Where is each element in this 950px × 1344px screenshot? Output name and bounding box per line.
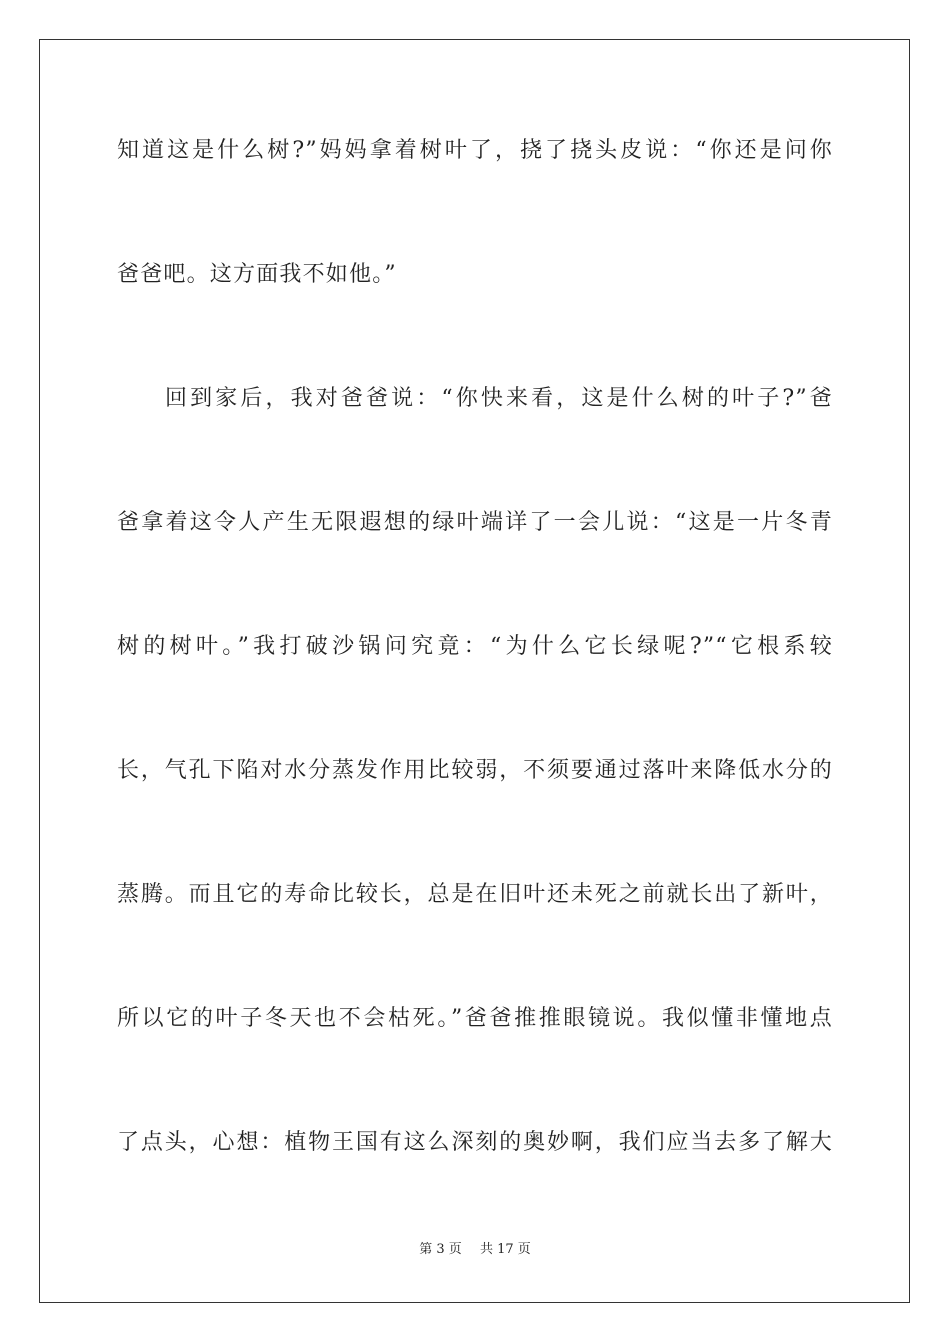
page-border bbox=[39, 39, 910, 1303]
body-text-line-5: 树的树叶。”我打破沙锅问究竟：“为什么它长绿呢?”“它根系较 bbox=[117, 634, 833, 659]
page-number-footer bbox=[0, 1241, 950, 1259]
body-text-line-2: 爸爸吧。这方面我不如他。” bbox=[117, 262, 397, 287]
total-pages-label: 共 17 页 bbox=[479, 1242, 531, 1257]
current-page-label: 第 3 页 bbox=[419, 1242, 462, 1257]
body-text-line-1: 知道这是什么树?”妈妈拿着树叶了，挠了挠头皮说：“你还是问你 bbox=[117, 138, 833, 163]
body-text-line-8: 所以它的叶子冬天也不会枯死。”爸爸推推眼镜说。我似懂非懂地点 bbox=[117, 1006, 833, 1031]
body-text-line-4: 爸拿着这令人产生无限遐想的绿叶端详了一会儿说：“这是一片冬青 bbox=[117, 510, 833, 535]
body-text-line-7: 蒸腾。而且它的寿命比较长，总是在旧叶还未死之前就长出了新叶， bbox=[117, 882, 833, 907]
body-text-line-9: 了点头，心想：植物王国有这么深刻的奥妙啊，我们应当去多了解大 bbox=[117, 1130, 833, 1155]
body-text-line-3: 回到家后，我对爸爸说：“你快来看，这是什么树的叶子?”爸 bbox=[165, 386, 833, 411]
body-text-line-6: 长，气孔下陷对水分蒸发作用比较弱，不须要通过落叶来降低水分的 bbox=[117, 758, 833, 783]
